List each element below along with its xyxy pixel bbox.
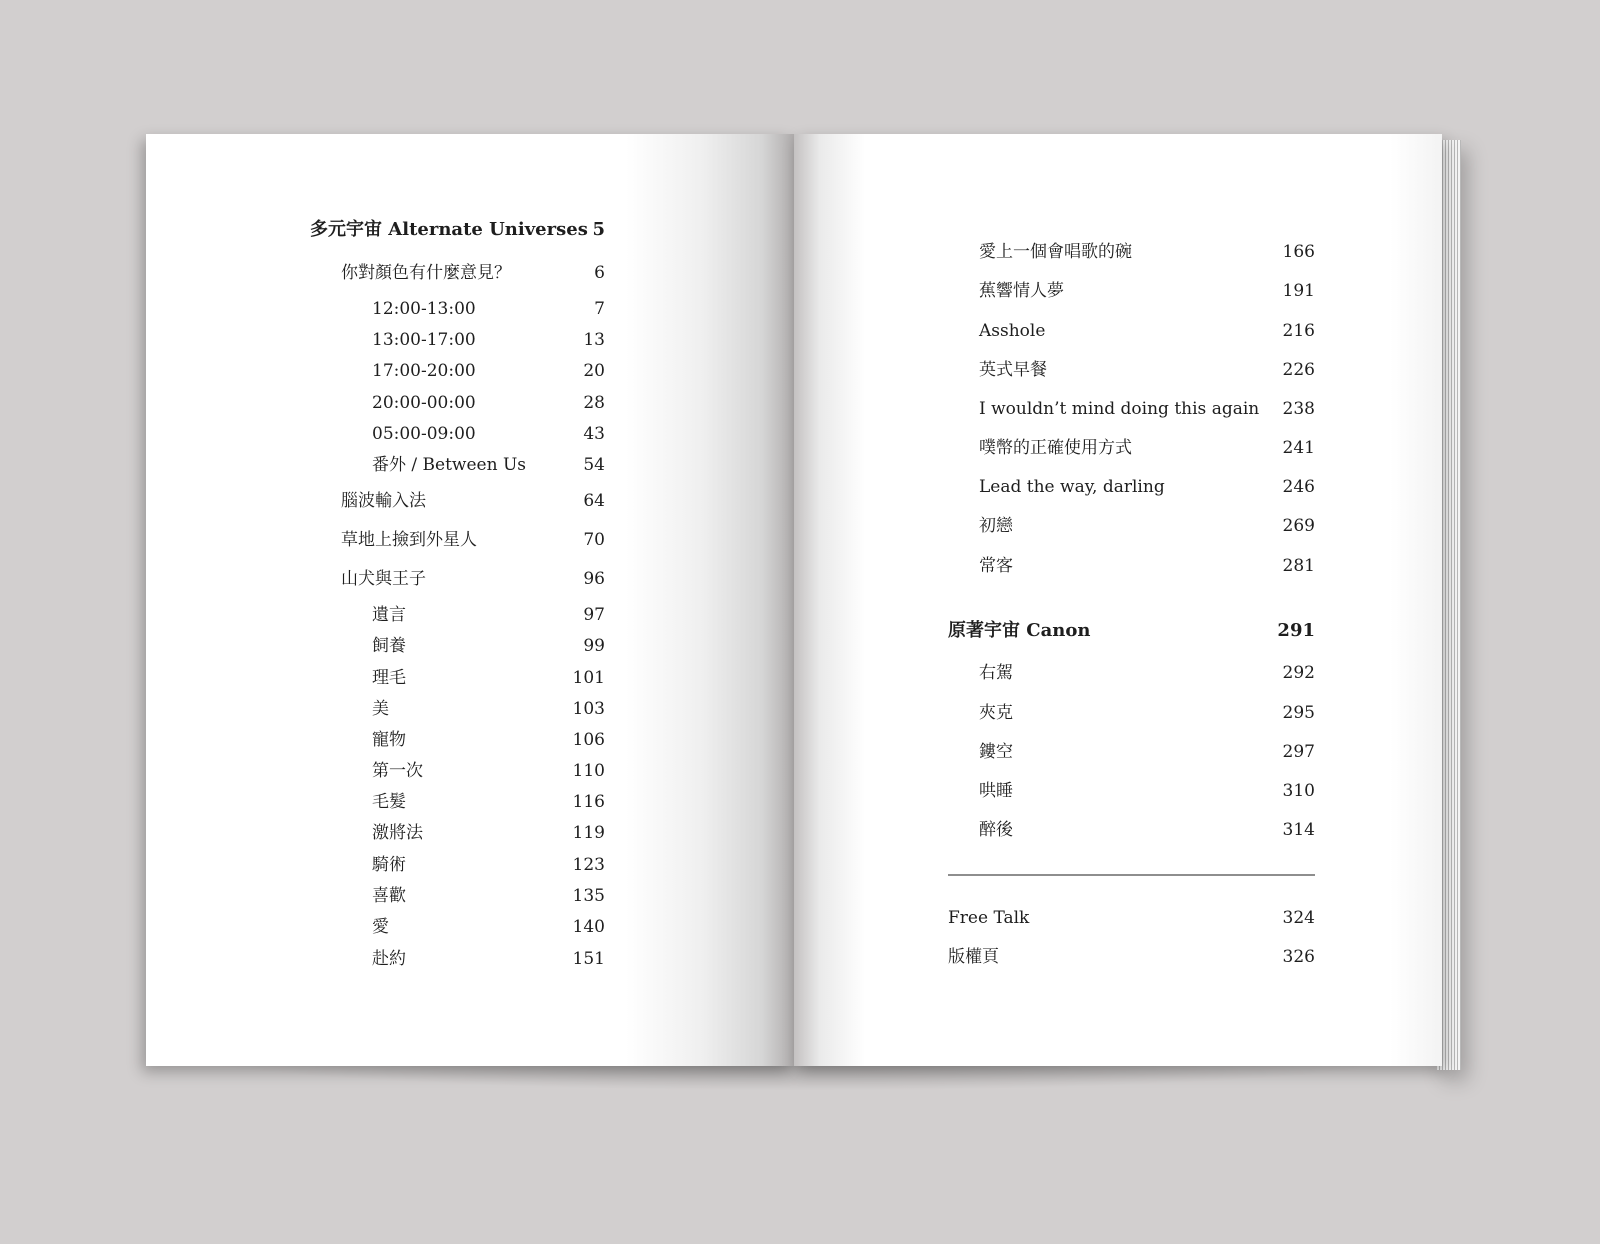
- toc-entry: [372, 760, 605, 782]
- toc-page-number: 116: [572, 792, 605, 812]
- toc-page-number: 28: [583, 393, 605, 413]
- toc-title: I wouldn’t mind doing this again: [979, 399, 1260, 419]
- toc-page-number: 70: [583, 530, 605, 550]
- toc-entry: [948, 620, 1315, 642]
- toc-entry: [341, 529, 605, 551]
- toc-entry: [341, 490, 605, 512]
- toc-entry: [372, 885, 605, 907]
- toc-title: 原著宇宙 Canon: [948, 620, 1091, 641]
- toc-entry: [372, 854, 605, 876]
- toc-title: 腦波輸入法: [341, 491, 426, 511]
- toc-page-number: 97: [583, 605, 605, 625]
- toc-entry: [979, 780, 1315, 802]
- toc-page-number: 7: [594, 299, 605, 319]
- toc-entry: [372, 604, 605, 626]
- toc-title: 20:00-00:00: [372, 393, 476, 413]
- toc-entry: [310, 219, 605, 241]
- toc-title: 激將法: [372, 823, 423, 843]
- toc-title: Asshole: [979, 321, 1046, 341]
- toc-page-number: 43: [583, 424, 605, 444]
- toc-page-number: 119: [572, 823, 605, 843]
- toc-entry: [372, 423, 605, 445]
- toc-entry: [372, 360, 605, 382]
- toc-entry: [372, 916, 605, 938]
- toc-entry: [372, 791, 605, 813]
- toc-page-number: 191: [1282, 281, 1315, 301]
- toc-page-number: 326: [1282, 947, 1315, 967]
- toc-page-number: 226: [1282, 360, 1315, 380]
- toc-entry: [372, 392, 605, 414]
- toc-entry: [979, 241, 1315, 263]
- toc-page-number: 106: [572, 730, 605, 750]
- toc-entry: [372, 298, 605, 320]
- toc-title: 喜歡: [372, 886, 406, 906]
- toc-page-number: 103: [572, 699, 605, 719]
- toc-page-number: 135: [572, 886, 605, 906]
- toc-page-number: 281: [1282, 556, 1315, 576]
- toc-page-number: 13: [583, 330, 605, 350]
- toc-title: 美: [372, 699, 389, 719]
- toc-page-number: 20: [583, 361, 605, 381]
- toc-page-number: 238: [1282, 399, 1315, 419]
- toc-title: 英式早餐: [979, 360, 1047, 380]
- toc-page-number: 110: [572, 761, 605, 781]
- toc-title: 理毛: [372, 668, 406, 688]
- toc-entry: [979, 280, 1315, 302]
- toc-title: 番外 / Between Us: [372, 455, 526, 475]
- toc-title: 05:00-09:00: [372, 424, 476, 444]
- toc-entry: [372, 454, 605, 476]
- toc-page-number: 295: [1282, 703, 1315, 723]
- toc-title: 鏤空: [979, 742, 1013, 762]
- toc-entry: [948, 946, 1315, 968]
- toc-page-number: 297: [1282, 742, 1315, 762]
- toc-page-number: 324: [1282, 908, 1315, 928]
- toc-entry: [979, 398, 1315, 420]
- toc-page-number: 54: [583, 455, 605, 475]
- toc-page-number: 6: [594, 263, 605, 283]
- toc-page-number: 151: [572, 949, 605, 969]
- toc-entry: [979, 702, 1315, 724]
- toc-entry: [979, 320, 1315, 342]
- toc-page-number: 269: [1282, 516, 1315, 536]
- toc-entry: [372, 635, 605, 657]
- toc-title: 草地上撿到外星人: [341, 530, 477, 550]
- toc-title: 17:00-20:00: [372, 361, 476, 381]
- toc-title: 遺言: [372, 605, 406, 625]
- toc-page-number: 64: [583, 491, 605, 511]
- toc-title: 常客: [979, 556, 1013, 576]
- toc-title: 右駕: [979, 663, 1013, 683]
- toc-page-number: 5: [592, 219, 605, 240]
- toc-title: 初戀: [979, 516, 1013, 536]
- toc-page-number: 314: [1282, 820, 1315, 840]
- toc-title: 騎術: [372, 855, 406, 875]
- toc-title: 噗幣的正確使用方式: [979, 438, 1132, 458]
- section-divider: [948, 874, 1315, 876]
- toc-entry: [979, 741, 1315, 763]
- toc-entry: [341, 262, 605, 284]
- toc-entry: [979, 662, 1315, 684]
- toc-title: 12:00-13:00: [372, 299, 476, 319]
- toc-page-number: 140: [572, 917, 605, 937]
- toc-entry: [372, 667, 605, 689]
- toc-page-number: 166: [1282, 242, 1315, 262]
- toc-title: 13:00-17:00: [372, 330, 476, 350]
- toc-page-number: 96: [583, 569, 605, 589]
- toc-page-number: 123: [572, 855, 605, 875]
- toc-page-number: 246: [1282, 477, 1315, 497]
- toc-title: 寵物: [372, 730, 406, 750]
- toc-title: 夾克: [979, 703, 1013, 723]
- toc-title: 第一次: [372, 761, 423, 781]
- toc-page-number: 291: [1277, 620, 1315, 641]
- toc-page-number: 241: [1282, 438, 1315, 458]
- toc-entry: [979, 555, 1315, 577]
- toc-title: 醉後: [979, 820, 1013, 840]
- toc-page-number: 292: [1282, 663, 1315, 683]
- toc-entry: [372, 698, 605, 720]
- toc-entry: [372, 948, 605, 970]
- toc-title: 多元宇宙 Alternate Universes: [310, 219, 588, 240]
- toc-page-number: 101: [572, 668, 605, 688]
- toc-entry: [979, 437, 1315, 459]
- toc-entry: [979, 476, 1315, 498]
- toc-title: 版權頁: [948, 947, 999, 967]
- toc-title: 蕉響情人夢: [979, 281, 1064, 301]
- toc-title: 愛上一個會唱歌的碗: [979, 242, 1132, 262]
- toc-entry: [372, 822, 605, 844]
- toc-page-number: 310: [1282, 781, 1315, 801]
- toc-title: 哄睡: [979, 781, 1013, 801]
- toc-page-number: 216: [1282, 321, 1315, 341]
- toc-entry: [979, 359, 1315, 381]
- toc-title: 山犬與王子: [341, 569, 426, 589]
- toc-title: 你對顏色有什麼意見？: [341, 263, 511, 283]
- toc-entry: [372, 729, 605, 751]
- toc-entry: [341, 568, 605, 590]
- toc-entry: [372, 329, 605, 351]
- toc-title: 愛: [372, 917, 389, 937]
- toc-title: 毛髮: [372, 792, 406, 812]
- toc-title: 赴約: [372, 949, 406, 969]
- toc-title: Lead the way, darling: [979, 477, 1165, 497]
- toc-entry: [979, 515, 1315, 537]
- toc-title: Free Talk: [948, 908, 1030, 928]
- toc-entry: [948, 907, 1315, 929]
- toc-entry: [979, 819, 1315, 841]
- toc-title: 飼養: [372, 636, 406, 656]
- toc-page-number: 99: [583, 636, 605, 656]
